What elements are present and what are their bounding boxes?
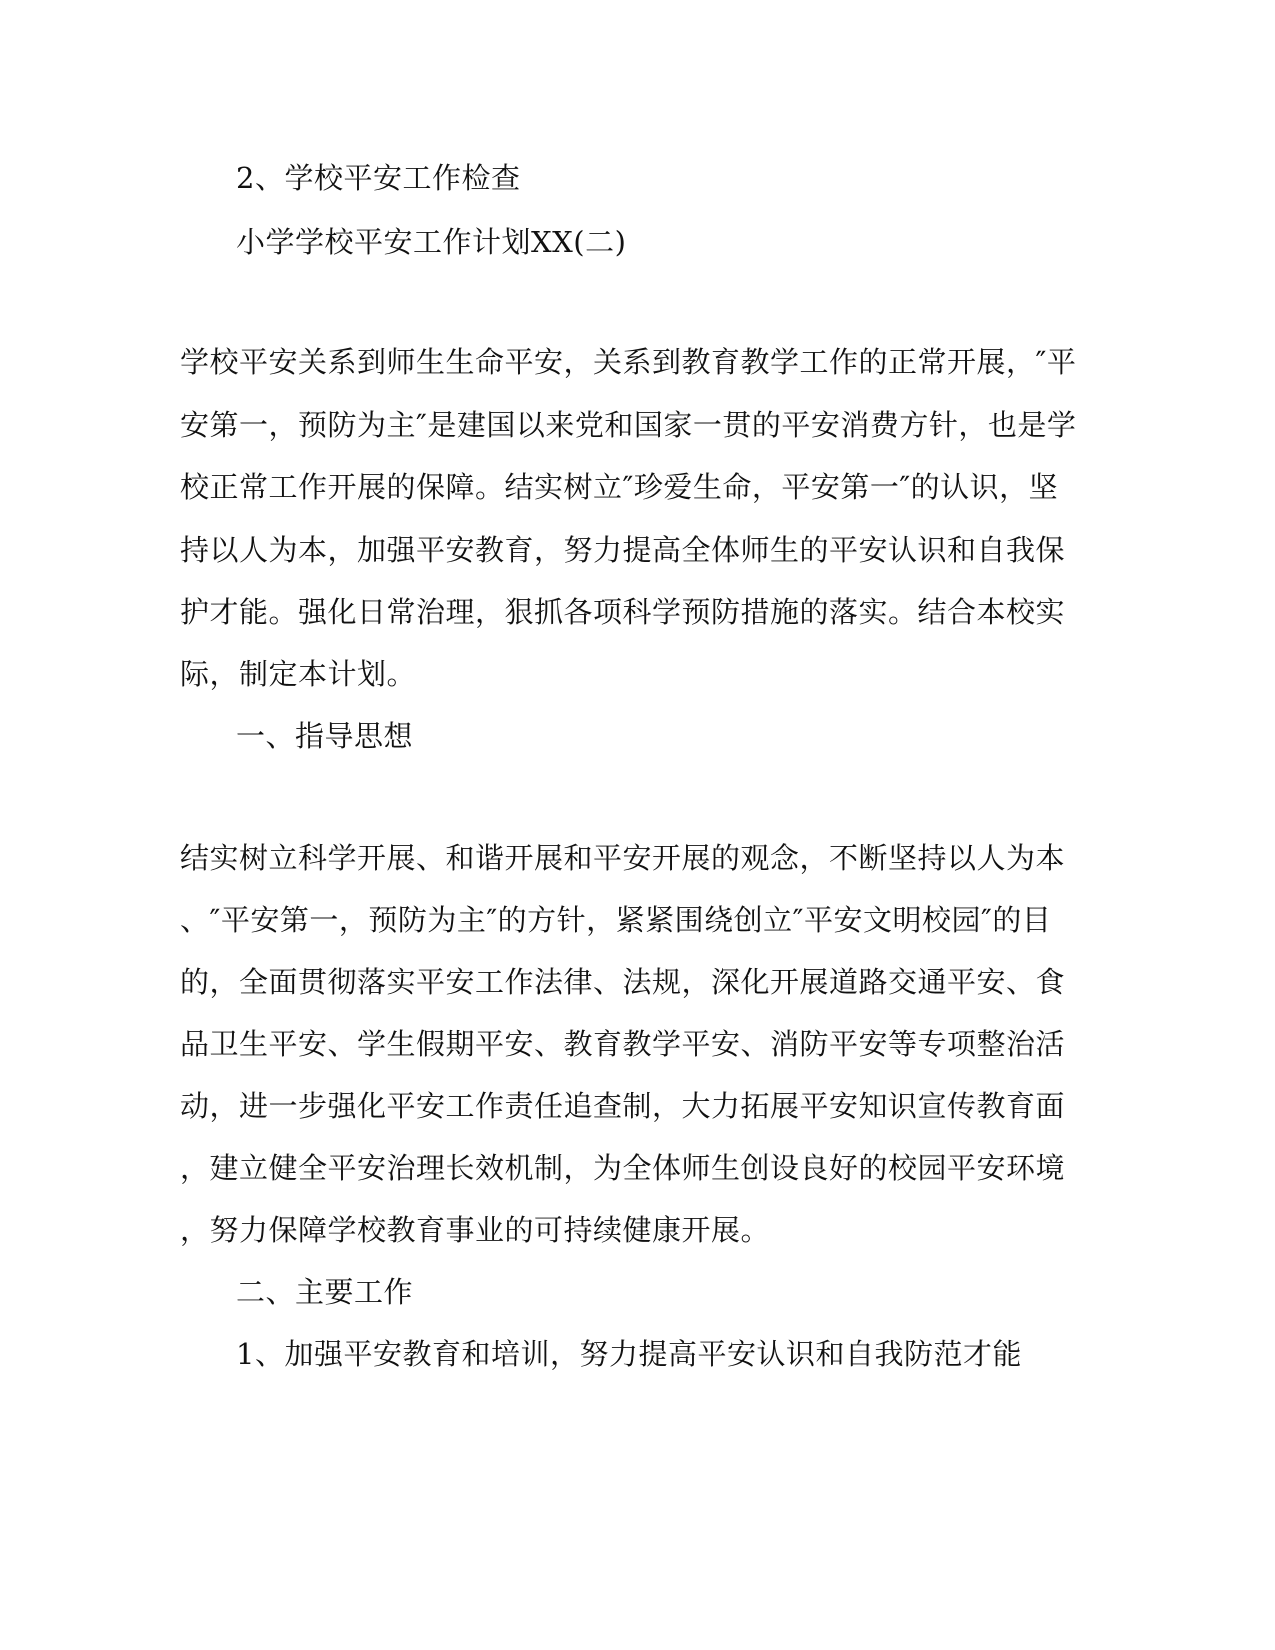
paragraph-line: 护才能。强化日常治理，狠抓各项科学预防措施的落实。结合本校实 bbox=[180, 595, 1066, 629]
main-work-item-1: 1、加强平安教育和培训，努力提高平安认识和自我防范才能 bbox=[236, 1337, 1022, 1371]
heading-school-safety-inspection: 2、学校平安工作检查 bbox=[236, 161, 521, 195]
section-main-work-title: 二、主要工作 bbox=[236, 1275, 414, 1309]
paragraph-line: 动，进一步强化平安工作责任追查制，大力拓展平安知识宣传教育面 bbox=[180, 1089, 1066, 1123]
paragraph-line: 品卫生平安、学生假期平安、教育教学平安、消防平安等专项整治活 bbox=[180, 1027, 1066, 1061]
paragraph-line: ，建立健全平安治理长效机制，为全体师生创设良好的校园平安环境 bbox=[180, 1151, 1066, 1185]
paragraph-line: 校正常工作开展的保障。结实树立″珍爱生命，平安第一″的认识，坚 bbox=[180, 470, 1059, 504]
paragraph-line: 安第一，预防为主″是建国以来党和国家一贯的平安消费方针，也是学 bbox=[180, 408, 1077, 442]
paragraph-line: 的，全面贯彻落实平安工作法律、法规，深化开展道路交通平安、食 bbox=[180, 965, 1066, 999]
paragraph-line: 学校平安关系到师生生命平安，关系到教育教学工作的正常开展，″平 bbox=[180, 345, 1077, 379]
paragraph-line: 际，制定本计划。 bbox=[180, 657, 417, 691]
paragraph-line: 结实树立科学开展、和谐开展和平安开展的观念，不断坚持以人为本 bbox=[180, 841, 1066, 875]
section-guiding-ideology-title: 一、指导思想 bbox=[236, 719, 414, 753]
paragraph-line: ，努力保障学校教育事业的可持续健康开展。 bbox=[180, 1213, 771, 1247]
paragraph-line: 、″平安第一，预防为主″的方针，紧紧围绕创立″平安文明校园″的目 bbox=[180, 903, 1052, 937]
paragraph-line: 持以人为本，加强平安教育，努力提高全体师生的平安认识和自我保 bbox=[180, 533, 1066, 567]
heading-plan-title: 小学学校平安工作计划XX(二) bbox=[236, 225, 627, 259]
